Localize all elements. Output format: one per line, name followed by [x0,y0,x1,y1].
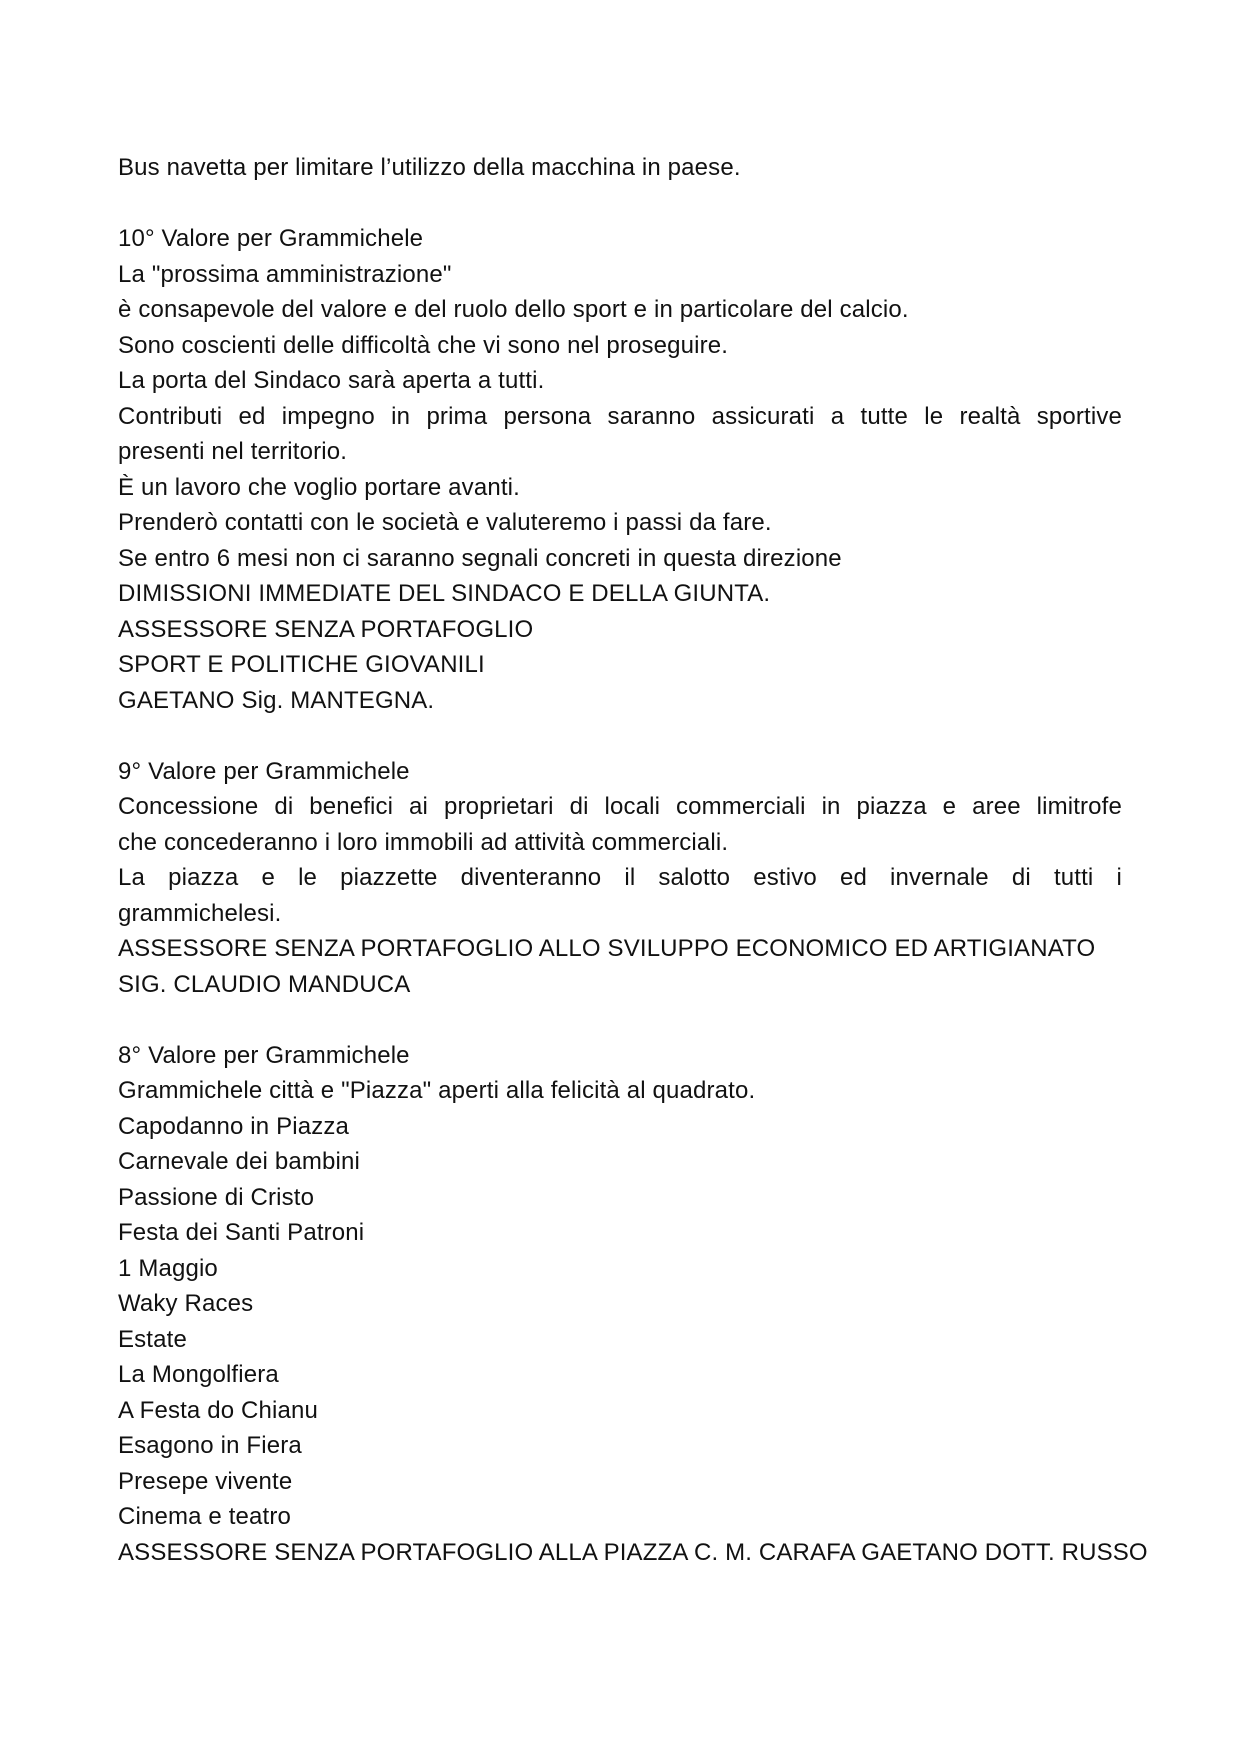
section-9-heading: 9° Valore per Grammichele [118,757,410,785]
section-8-line: Esagono in Fiera [118,1432,302,1459]
section-8-line: ASSESSORE SENZA PORTAFOGLIO ALLA PIAZZA C. M. CARAFA GAETANO DOTT. RUSSO [118,1538,1148,1566]
section-10-line: La "prossima amministrazione" [118,260,452,288]
section-8-line: Passione di Cristo [118,1183,315,1211]
section-9-line: Concessione di benefici ai proprietari di locali commerciali in piazza e aree limitrofe [118,793,1122,820]
section-9-line: ASSESSORE SENZA PORTAFOGLIO ALLO SVILUPPO ECONOMICO ED ARTIGIANATO [118,935,1096,962]
section-10-line: Contributi ed impegno in prima persona saranno assicurati a tutte le realtà sportive [118,402,1122,430]
paragraph-gap [118,186,1122,222]
section-9-line: che concederanno i loro immobili ad attività commerciali. [118,828,729,856]
section-8-line: La Mongolfiera [118,1361,279,1388]
section-10-line: è consapevole del valore e del ruolo dello sport e in particolare del calcio. [118,296,909,323]
paragraph-gap [118,1002,1122,1038]
section-9-line: La piazza e le piazzette diventeranno il salotto estivo ed invernale di tutti i [118,864,1122,891]
section-8-line: Festa dei Santi Patroni [118,1219,365,1246]
section-8-line: Waky Races [118,1290,254,1317]
section-10-line: DIMISSIONI IMMEDIATE DEL SINDACO E DELLA GIUNTA. [118,580,771,607]
section-10-line: presenti nel territorio. [118,438,348,465]
section-10-line: Se entro 6 mesi non ci saranno segnali concreti in questa direzione [118,544,842,572]
section-8-heading: 8° Valore per Grammichele [118,1041,410,1069]
section-8-line: Cinema e teatro [118,1503,292,1530]
intro-line: Bus navetta per limitare l’utilizzo della macchina in paese. [118,154,741,181]
section-10-line: La porta del Sindaco sarà aperta a tutti. [118,367,545,394]
section-10-line: Sono coscienti delle difficoltà che vi sono nel proseguire. [118,331,729,359]
section-8-line: Grammichele città e "Piazza" aperti alla felicità al quadrato. [118,1077,756,1104]
section-10-line: ASSESSORE SENZA PORTAFOGLIO [118,615,534,643]
section-10-heading: 10° Valore per Grammichele [118,225,424,252]
section-9-line: grammichelesi. [118,899,282,927]
section-8-line: 1 Maggio [118,1254,218,1282]
section-9-line: SIG. CLAUDIO MANDUCA [118,970,411,998]
section-8-line: Estate [118,1325,187,1353]
section-10-line: GAETANO Sig. MANTEGNA. [118,686,435,714]
section-10-line: SPORT E POLITICHE GIOVANILI [118,651,485,678]
section-10-line: Prenderò contatti con le società e valuteremo i passi da fare. [118,509,772,536]
paragraph-gap [118,718,1122,754]
section-8-line: Carnevale dei bambini [118,1148,360,1175]
document-page [118,150,1148,1570]
section-10-line: È un lavoro che voglio portare avanti. [118,473,520,501]
section-8-line: A Festa do Chianu [118,1396,319,1424]
section-8-line: Presepe vivente [118,1467,293,1495]
section-8-line: Capodanno in Piazza [118,1112,350,1140]
